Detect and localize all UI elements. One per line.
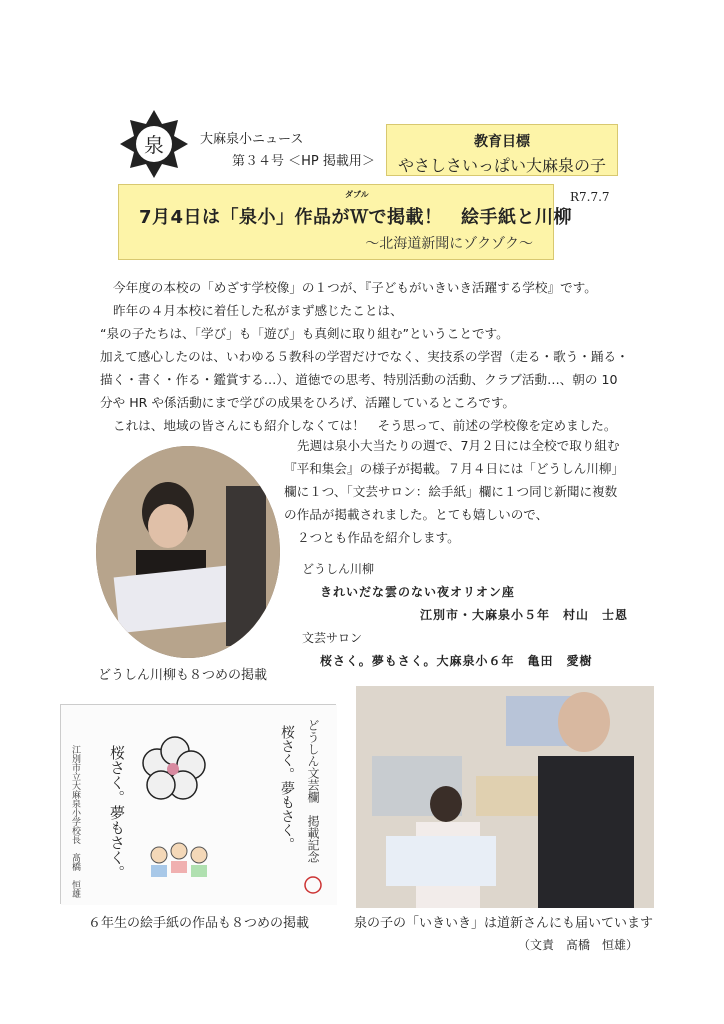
issue-date: R7.7.7 [570, 190, 610, 204]
subheadline: ～北海道新聞にゾクゾク～ [365, 236, 533, 252]
body-line: 分や HR や係活動にまで学びの成果をひろげ、活躍しているところです。 [100, 395, 515, 410]
goal-label: 教育目標 [474, 134, 530, 150]
body-line: これは、地域の皆さんにも紹介しなくては！ そう思って、前述の学校像を定めました。 [113, 418, 617, 433]
headline-ruby: ダブル [345, 190, 369, 199]
student-photo-circle [96, 446, 280, 658]
card-caption: ６年生の絵手紙の作品も８つめの掲載 [88, 916, 310, 931]
body-line: 今年度の本校の「めざす学校像」の１つが、『子どもがいきいき活躍する学校』です。 [113, 280, 597, 295]
body-line: 加えて感心したのは、いわゆる５教科の学習だけでなく、実技系の学習（走る・歌う・踊る・ [100, 349, 629, 364]
salon-poem: 桜さく。夢もさく。大麻泉小６年 亀田 愛樹 [320, 654, 593, 668]
headline: 7月4日は「泉小」作品がＷで掲載！ 絵手紙と川柳 [139, 207, 573, 228]
body-line: 先週は泉小大当たりの週で、7月２日には全校で取り組む [297, 438, 620, 453]
issue-number: 第３４号 ＜HP 掲載用＞ [232, 154, 375, 169]
writer-credit: （文責 髙橋 恒雄） [518, 938, 639, 952]
body-line: の作品が掲載されました。とても嬉しいので、 [284, 507, 549, 522]
card-handwriting: 桜さく。夢もさく。 [108, 745, 126, 880]
logo-text: 泉 [144, 133, 164, 157]
body-line: 昨年の４月本校に着任した私がまず感じたことは、 [113, 303, 403, 318]
card-title: どうしん文芸欄 掲載記念 [306, 719, 320, 863]
body-line: ２つとも作品を紹介します。 [297, 530, 460, 545]
headline-box [118, 184, 573, 260]
body-line: 『平和集会』の様子が掲載。７月４日には「どうしん川柳」 [284, 461, 625, 476]
body-line: 欄に１つ、「文芸サロン：絵手紙」欄に１つ同じ新聞に複数 [284, 484, 618, 499]
senryu-poem: きれいだな雲のない夜オリオン座 [320, 585, 515, 599]
news-name: 大麻泉小ニュース [200, 132, 304, 147]
article-body [100, 276, 640, 437]
photo1-caption: どうしん川柳も８つめの掲載 [98, 668, 268, 683]
salon-heading: 文芸サロン [302, 631, 363, 645]
card-principal: 江別市立大麻泉小学校長 髙橋 恒雄 [70, 745, 80, 898]
senryu-heading: どうしん川柳 [302, 562, 375, 576]
senryu-author: 江別市・大麻泉小５年 村山 士恩 [420, 608, 629, 622]
goal-text: やさしさいっぱい大麻泉の子 [397, 156, 606, 175]
photo2-caption: 泉の子の「いきいき」は道新さんにも届いています [354, 916, 654, 931]
published-works [302, 558, 628, 673]
body-line: “泉の子たちは、「学び」も「遊び」も真剣に取り組む”ということです。 [100, 326, 509, 341]
school-logo [118, 108, 190, 180]
education-goal-box [386, 124, 618, 176]
body-line: 描く・書く・作る・鑑賞する…）、道徳での思考、特別活動の活動、クラブ活動…、朝の 10 [100, 372, 618, 387]
card-vertical-poem: 桜さく。夢もさく。 [279, 725, 295, 851]
article-body-2 [284, 434, 640, 549]
commemorative-card [60, 704, 336, 904]
classroom-photo [356, 686, 654, 908]
